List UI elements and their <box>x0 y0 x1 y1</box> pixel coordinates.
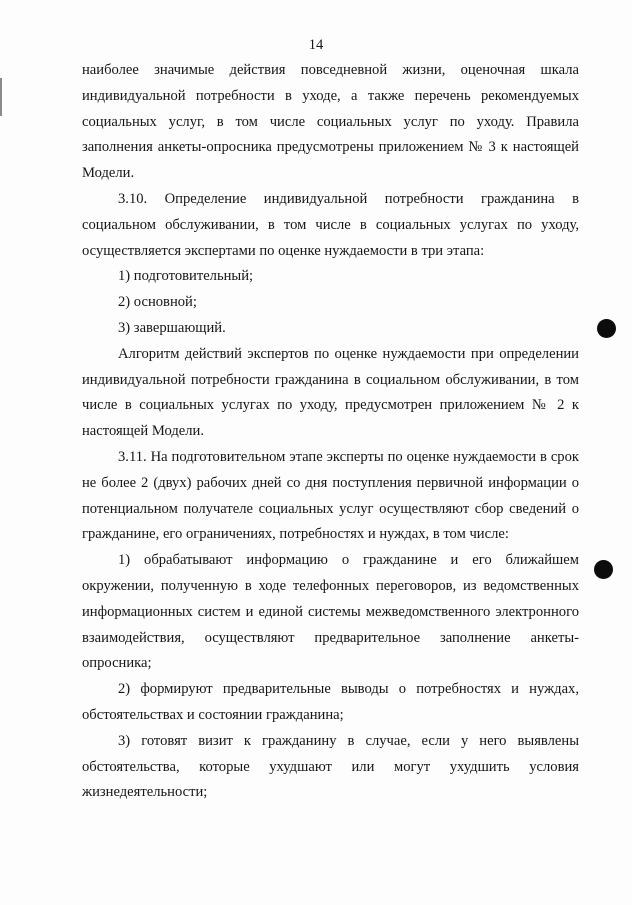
list-item-preliminary-conclusions: 2) формируют предварительные выводы о потребностях и нуждах, обстоятельствах и состоянии гражданина; <box>82 681 579 723</box>
list-item-main: 2) основной; <box>118 294 197 311</box>
paragraph-3-10: 3.10. Определение индивидуальной потребности гражданина в социальном обслуживании, в том числе в социальных услугах по уходу, осуществляется экспертами по оценке нуждаемости в три этапа: <box>82 190 579 259</box>
list-item-prepare-visit: 3) готовят визит к гражданину в случае, если у него выявлены обстоятельства, которые ухудшают или могут ухудшить условия жизнедеятельности; <box>82 732 579 801</box>
document-body <box>82 58 579 806</box>
paragraph-algorithm: Алгоритм действий экспертов по оценке нуждаемости при определении индивидуальной потребности гражданина в социальном обслуживании, в том числе в социальных услугах по уходу, предусмотрен приложением № 2 к настоящей Модели. <box>82 345 579 440</box>
punch-hole-mark <box>594 560 613 579</box>
scan-margin-mark <box>0 78 2 116</box>
list-item-final: 3) завершающий. <box>118 319 226 336</box>
page-number: 14 <box>308 37 324 53</box>
paragraph-continuation: наиболее значимые действия повседневной жизни, оценочная шкала индивидуальной потребности в уходе, а также перечень рекомендуемых социальных услуг, в том числе социальных услуг по уходу. Правила заполнения анкеты-опросника предусмотрены приложением № 3 к настоящей Модели. <box>82 62 579 182</box>
paragraph-3-11: 3.11. На подготовительном этапе эксперты по оценке нуждаемости в срок не более 2 (двух) рабочих дней со дня поступления первичной информации о потенциальном получателе социальных услуг осуществляют сбор сведений о гражданине, его ограничениях, потребностях и нуждах, в том числе: <box>82 448 579 543</box>
list-item-preparatory: 1) подготовительный; <box>118 268 254 285</box>
list-item-process-info: 1) обрабатывают информацию о гражданине и его ближайшем окружении, полученную в ходе телефонных переговоров, из ведомственных информационных систем и единой системы межведомственного электронного взаимодействия, осуществляют предварительное заполнение анкеты-опросника; <box>82 552 579 672</box>
punch-hole-mark <box>597 319 616 338</box>
